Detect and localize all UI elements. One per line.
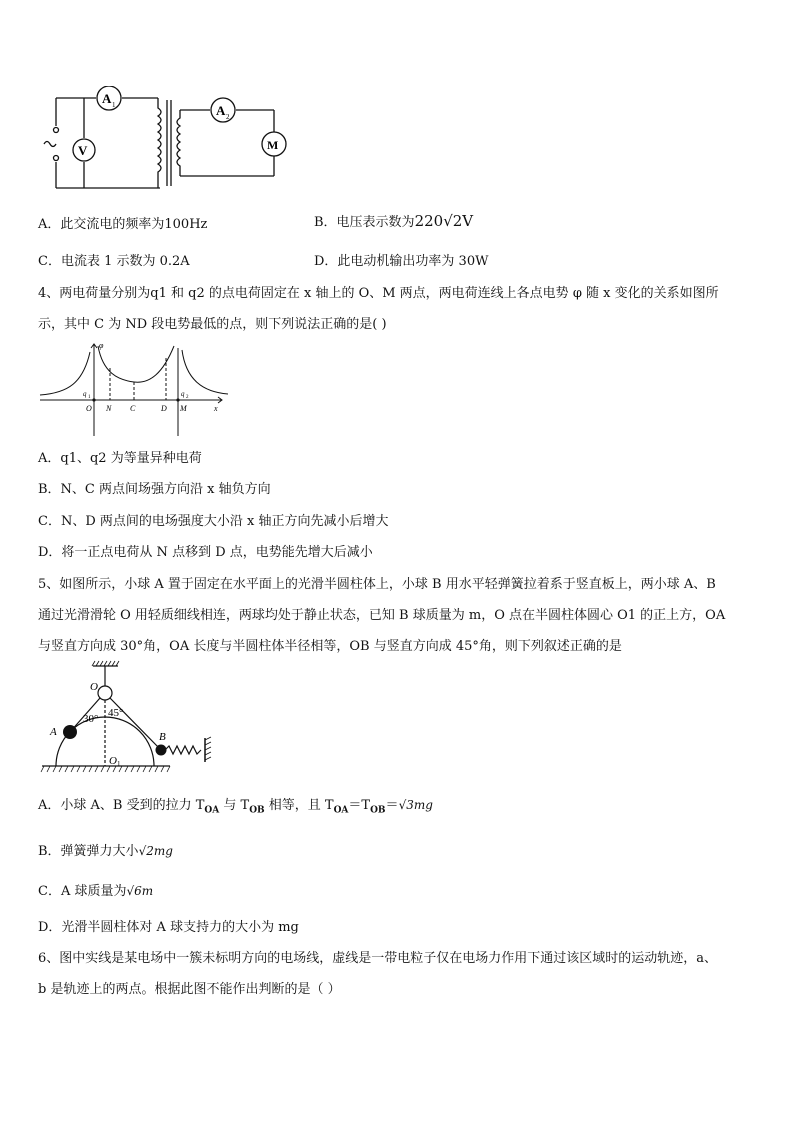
transformer-circuit-diagram [38, 86, 308, 196]
q4-option-b: B．N、C 两点间场强方向沿 x 轴负方向 [38, 482, 271, 497]
q4-option-c: C．N、D 两点间的电场强度大小沿 x 轴正方向先减小后增大 [38, 514, 389, 529]
q5-option-b [38, 840, 173, 859]
q4-stem-line1: 4、两电荷量分别为q1 和 q2 的点电荷固定在 x 轴上的 O、M 两点，两电荷连线上各点电势 φ 随 x 变化的关系如图所 [38, 286, 719, 301]
q3-option-b-text: B．电压表示数为 [314, 215, 415, 230]
graph-D-label: D [161, 404, 167, 413]
fig-O-label: O [90, 681, 98, 693]
q3-option-b [314, 211, 473, 230]
q5-option-a-mid2: 相等，且 T [268, 798, 334, 813]
graph-C-label: C [130, 404, 136, 413]
q5-option-a-sub2: OB [249, 805, 265, 816]
svg-text:1: 1 [112, 101, 116, 109]
q5-option-a-eq2: ＝ [385, 798, 399, 813]
q4-option-a: A．q1、q2 为等量异种电荷 [38, 451, 202, 466]
q3-option-b-value: 220√2V [414, 212, 474, 230]
q5-option-c-value: √6m [126, 884, 154, 898]
graph-q2-label: q [181, 390, 185, 398]
q3-option-c: C．电流表 1 示数为 0.2A [38, 254, 190, 269]
ammeter-a1-label: A [102, 91, 112, 106]
svg-text:2: 2 [186, 395, 189, 400]
graph-N-label: N [106, 404, 112, 413]
q5-option-c-text: C．A 球质量为 [38, 884, 127, 899]
svg-text:2: 2 [226, 113, 230, 121]
graph-O-label: O [86, 404, 92, 413]
voltmeter-label: V [78, 143, 88, 158]
graph-phi-label: φ [99, 341, 104, 350]
q6-stem-line1: 6、图中实线是某电场中一簇未标明方向的电场线，虚线是一带电粒子仅在电场力作用下通过该区域时的运动轨迹，a、 [38, 951, 718, 966]
q5-option-a [38, 794, 433, 816]
q5-option-a-text: A．小球 A、B 受到的拉力 T [38, 798, 205, 813]
q5-option-a-value: √3mg [398, 798, 433, 812]
fig-angle45: 45° [108, 707, 124, 719]
q5-option-a-sub3: OA [333, 805, 349, 816]
q5-stem-line2: 通过光滑滑轮 O 用轻质细线相连，两球均处于静止状态，已知 B 球质量为 m，O 点在半圆柱体圆心 O1 的正上方，OA [38, 608, 726, 623]
pulley-hemisphere-figure [38, 660, 218, 782]
q5-option-b-text: B．弹簧弹力大小 [38, 844, 139, 859]
q5-option-a-eq: ＝T [348, 798, 371, 813]
graph-M-label: M [180, 404, 187, 413]
fig-A-label: A [50, 726, 57, 738]
q3-option-a: A．此交流电的频率为100Hz [38, 217, 208, 232]
q5-option-a-sub1: OA [204, 805, 220, 816]
q5-stem-line1: 5、如图所示，小球 A 置于固定在水平面上的光滑半圆柱体上，小球 B 用水平轻弹簧拉着系于竖直板上，两小球 A、B [38, 577, 716, 592]
q5-option-b-value: √2mg [138, 844, 173, 858]
q6-stem-line2: b 是轨迹上的两点。根据此图不能作出判断的是（ ） [38, 982, 341, 997]
graph-x-label: x [214, 404, 218, 413]
potential-graph [38, 338, 228, 438]
fig-B-label: B [159, 731, 166, 743]
q3-option-d: D．此电动机输出功率为 30W [314, 254, 489, 269]
motor-label: M [267, 138, 279, 152]
svg-text:1: 1 [117, 760, 121, 768]
q4-option-d: D．将一正点电荷从 N 点移到 D 点，电势能先增大后减小 [38, 545, 373, 560]
svg-text:1: 1 [88, 395, 91, 400]
graph-q1-label: q [83, 390, 87, 398]
q5-stem-line3: 与竖直方向成 30°角，OA 长度与半圆柱体半径相等，OB 与竖直方向成 45°角，则下列叙述正确的是 [38, 639, 622, 654]
q5-option-a-sub4: OB [370, 805, 386, 816]
q5-option-a-mid: 与 T [223, 798, 250, 813]
q5-option-c [38, 880, 153, 899]
fig-O1-label: O [109, 755, 117, 767]
fig-angle30: 30° [83, 713, 99, 725]
q4-stem-line2: 示，其中 C 为 ND 段电势最低的点，则下列说法正确的是( ) [38, 317, 387, 332]
q5-option-d: D．光滑半圆柱体对 A 球支持力的大小为 mg [38, 920, 299, 935]
ammeter-a2-label: A [216, 103, 226, 118]
